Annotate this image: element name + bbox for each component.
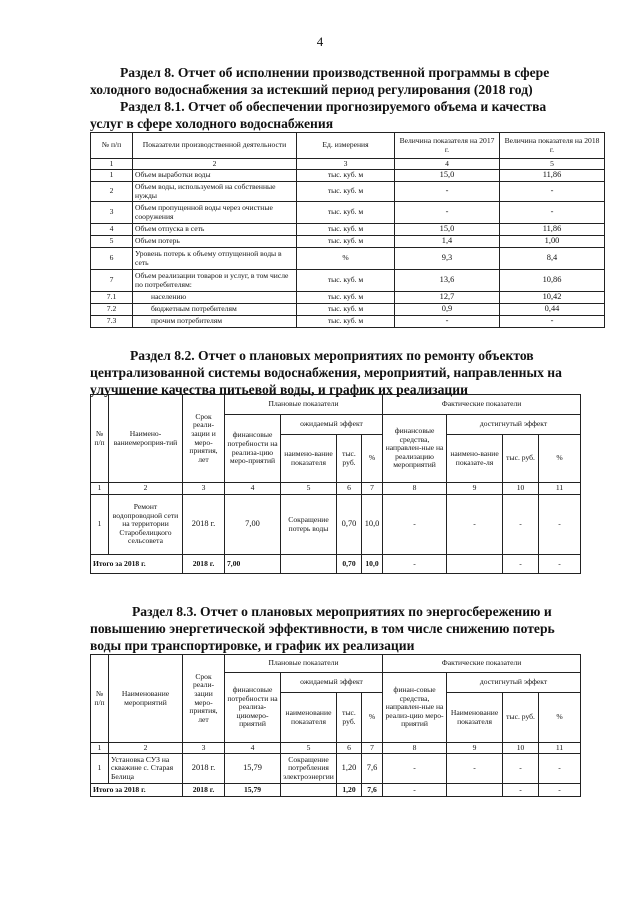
row-num: 1 bbox=[91, 495, 109, 555]
numbering-cell: 1 bbox=[91, 159, 133, 170]
col-header-pct: % bbox=[362, 693, 383, 743]
page-number: 4 bbox=[316, 34, 324, 49]
numbering-cell: 11 bbox=[539, 743, 581, 754]
row-unit: тыс. куб. м bbox=[297, 182, 395, 202]
total-label: Итого за 2018 г. bbox=[91, 555, 183, 574]
col-header-achieved: достигнутый эффект bbox=[447, 415, 581, 435]
row-term: 2018 г. bbox=[183, 495, 225, 555]
table-total-row bbox=[91, 784, 581, 797]
row-value-2017: - bbox=[395, 202, 500, 224]
total-pct: 7,6 bbox=[362, 784, 383, 797]
row-num: 5 bbox=[91, 236, 133, 248]
col-header-plan: Плановые показатели bbox=[225, 655, 383, 673]
row-num: 1 bbox=[91, 754, 109, 784]
row-value-2017: - bbox=[395, 316, 500, 328]
table-row bbox=[91, 754, 581, 784]
row-num: 3 bbox=[91, 202, 133, 224]
row-fact-indicator: - bbox=[447, 754, 503, 784]
col-header-fact-fin: финансовые средства, направлен-ные на реализацию мероприятий bbox=[383, 415, 447, 483]
row-unit: тыс. куб. м bbox=[297, 270, 395, 292]
row-indicator: Объем реализации товаров и услуг, в том числе по потребителям: bbox=[133, 270, 297, 292]
row-fact-rub: - bbox=[503, 495, 539, 555]
row-value-2017: 15,0 bbox=[395, 224, 500, 236]
table-8-3 bbox=[90, 654, 581, 797]
row-value-2017: 0,9 bbox=[395, 304, 500, 316]
numbering-cell: 2 bbox=[109, 743, 183, 754]
row-num: 4 bbox=[91, 224, 133, 236]
table-row bbox=[91, 236, 605, 248]
row-indicator: прочим потребителям bbox=[133, 316, 297, 328]
col-header-term: Срок реали-зации и меро-приятия, лет bbox=[183, 395, 225, 483]
numbering-cell: 4 bbox=[225, 743, 281, 754]
numbering-cell: 3 bbox=[183, 743, 225, 754]
table-numbering-row bbox=[91, 483, 581, 495]
col-header-name: Наименование мероприятий bbox=[109, 655, 183, 743]
row-unit: тыс. куб. м bbox=[297, 304, 395, 316]
total-rub: 1,20 bbox=[337, 784, 362, 797]
numbering-cell: 10 bbox=[503, 483, 539, 495]
row-pct: 7,6 bbox=[362, 754, 383, 784]
table-row bbox=[91, 292, 605, 304]
table-8-2 bbox=[90, 394, 581, 574]
table-row bbox=[91, 202, 605, 224]
row-value-2018: 1,00 bbox=[500, 236, 605, 248]
row-indicator: Уровень потерь к объему отпущенной воды в сеть bbox=[133, 248, 297, 270]
total-rub: 0,70 bbox=[337, 555, 362, 574]
table-row bbox=[91, 224, 605, 236]
row-value-2017: 1,4 bbox=[395, 236, 500, 248]
row-fact-rub: - bbox=[503, 754, 539, 784]
row-num: 7 bbox=[91, 270, 133, 292]
row-pct: 10,0 bbox=[362, 495, 383, 555]
section-8-3-heading-line3: воды при транспортировке, и график их реализации bbox=[90, 638, 415, 653]
col-header-rub-fact: тыс. руб. bbox=[503, 435, 539, 483]
numbering-cell: 6 bbox=[337, 483, 362, 495]
row-num: 1 bbox=[91, 170, 133, 182]
row-indicator: Объем пропущенной воды через очистные сооружения bbox=[133, 202, 297, 224]
row-num: 7.1 bbox=[91, 292, 133, 304]
total-term: 2018 г. bbox=[183, 784, 225, 797]
col-header-unit: Ед. измерения bbox=[297, 133, 395, 159]
col-header-plan: Плановые показатели bbox=[225, 395, 383, 415]
col-header-pct-fact: % bbox=[539, 693, 581, 743]
row-value-2017: - bbox=[395, 182, 500, 202]
row-fact-pct: - bbox=[539, 754, 581, 784]
row-value-2018: 10,42 bbox=[500, 292, 605, 304]
row-value-2017: 15,0 bbox=[395, 170, 500, 182]
row-value-2017: 12,7 bbox=[395, 292, 500, 304]
section-8-3-heading bbox=[90, 603, 610, 654]
table-row bbox=[91, 304, 605, 316]
table-row bbox=[91, 182, 605, 202]
col-header-num: № п/п bbox=[91, 133, 133, 159]
section-8-2-heading-line1: Раздел 8.2. Отчет о плановых мероприятиях по ремонту объектов bbox=[130, 348, 534, 363]
col-header-fin: финансовые потребности на реализа-циюмеро-приятий bbox=[225, 673, 281, 743]
total-fact-fin: - bbox=[383, 555, 447, 574]
numbering-cell: 4 bbox=[395, 159, 500, 170]
row-value-2018: 11,86 bbox=[500, 224, 605, 236]
numbering-cell: 10 bbox=[503, 743, 539, 754]
section-8-2-heading-line3: улучшение качества питьевой воды, и график их реализации bbox=[90, 382, 468, 397]
table-total-row bbox=[91, 555, 581, 574]
table-8-1 bbox=[90, 132, 605, 328]
total-fact-rub: - bbox=[503, 784, 539, 797]
row-fact-indicator: - bbox=[447, 495, 503, 555]
row-fact-fin: - bbox=[383, 754, 447, 784]
numbering-cell: 1 bbox=[91, 743, 109, 754]
section-8-2-heading bbox=[90, 347, 610, 398]
section-8-heading-line2: холодного водоснабжения за истекший период регулирования (2018 год) bbox=[90, 82, 533, 97]
row-unit: % bbox=[297, 248, 395, 270]
row-indicator: Сокращение потерь воды bbox=[281, 495, 337, 555]
col-header-2017: Величина показателя на 2017 г. bbox=[395, 133, 500, 159]
row-indicator: бюджетным потребителям bbox=[133, 304, 297, 316]
table-numbering-row bbox=[91, 743, 581, 754]
numbering-cell: 5 bbox=[500, 159, 605, 170]
total-term: 2018 г. bbox=[183, 555, 225, 574]
row-fin: 7,00 bbox=[225, 495, 281, 555]
col-header-fin: финансовые потребности на реализа-цию меро-приятий bbox=[225, 415, 281, 483]
row-term: 2018 г. bbox=[183, 754, 225, 784]
table-row bbox=[91, 316, 605, 328]
numbering-cell: 8 bbox=[383, 743, 447, 754]
total-pct: 10,0 bbox=[362, 555, 383, 574]
col-header-rub: тыс. руб. bbox=[337, 693, 362, 743]
total-indicator bbox=[281, 784, 337, 797]
row-num: 7.2 bbox=[91, 304, 133, 316]
row-value-2017: 13,6 bbox=[395, 270, 500, 292]
section-8-2-heading-line2: централизованной системы водоснабжения, мероприятий, направленных на bbox=[90, 365, 562, 380]
table-header-row bbox=[91, 133, 605, 159]
numbering-cell: 2 bbox=[109, 483, 183, 495]
row-indicator: Объем воды, используемой на собственные нужды bbox=[133, 182, 297, 202]
row-indicator: Объем потерь bbox=[133, 236, 297, 248]
row-unit: тыс. куб. м bbox=[297, 202, 395, 224]
section-8-heading bbox=[90, 64, 610, 132]
numbering-cell: 5 bbox=[281, 483, 337, 495]
col-header-num: № п/п bbox=[91, 655, 109, 743]
table-row bbox=[91, 495, 581, 555]
col-header-fact: Фактические показатели bbox=[383, 655, 581, 673]
row-indicator: Сокращение потребления электроэнергии bbox=[281, 754, 337, 784]
row-fin: 15,79 bbox=[225, 754, 281, 784]
total-fin: 7,00 bbox=[225, 555, 281, 574]
col-header-pct: % bbox=[362, 435, 383, 483]
col-header-expected: ожидаемый эффект bbox=[281, 673, 383, 693]
numbering-cell: 2 bbox=[133, 159, 297, 170]
numbering-cell: 1 bbox=[91, 483, 109, 495]
col-header-rub: тыс. руб. bbox=[337, 435, 362, 483]
col-header-indicator-fact: наимено-вание показате-ля bbox=[447, 435, 503, 483]
row-indicator: Объем отпуска в сеть bbox=[133, 224, 297, 236]
row-value-2018: - bbox=[500, 202, 605, 224]
row-value-2018: - bbox=[500, 316, 605, 328]
col-header-rub-fact: тыс. руб. bbox=[503, 693, 539, 743]
col-header-fact-fin: финан-совые средства, направлен-ные на реализ-цию меро-приятий bbox=[383, 673, 447, 743]
numbering-cell: 8 bbox=[383, 483, 447, 495]
col-header-indicator: наименование показателя bbox=[281, 693, 337, 743]
numbering-cell: 3 bbox=[183, 483, 225, 495]
col-header-pct-fact: % bbox=[539, 435, 581, 483]
section-8-3-heading-line2: повышению энергетической эффективности, в том числе снижению потерь bbox=[90, 621, 555, 636]
total-fact-pct: - bbox=[539, 555, 581, 574]
row-num: 7.3 bbox=[91, 316, 133, 328]
row-value-2017: 9,3 bbox=[395, 248, 500, 270]
table-row bbox=[91, 248, 605, 270]
col-header-fact: Фактические показатели bbox=[383, 395, 581, 415]
row-rub: 1,20 bbox=[337, 754, 362, 784]
section-8-heading-line1: Раздел 8. Отчет об исполнении производственной программы в сфере bbox=[120, 65, 550, 80]
numbering-cell: 7 bbox=[362, 743, 383, 754]
total-fact-pct: - bbox=[539, 784, 581, 797]
col-header-indicator: Показатели производственной деятельности bbox=[133, 133, 297, 159]
table-numbering-row bbox=[91, 159, 605, 170]
row-value-2018: 11,86 bbox=[500, 170, 605, 182]
col-header-term: Срок реали-зации меро-приятия, лет bbox=[183, 655, 225, 743]
total-fin: 15,79 bbox=[225, 784, 281, 797]
section-8-1-heading-line1: Раздел 8.1. Отчет об обеспечении прогнозируемого объема и качества bbox=[120, 99, 547, 114]
row-value-2018: 0,44 bbox=[500, 304, 605, 316]
row-unit: тыс. куб. м bbox=[297, 224, 395, 236]
col-header-indicator: наимено-вание показателя bbox=[281, 435, 337, 483]
row-value-2018: - bbox=[500, 182, 605, 202]
numbering-cell: 11 bbox=[539, 483, 581, 495]
row-fact-fin: - bbox=[383, 495, 447, 555]
total-fact-indicator bbox=[447, 784, 503, 797]
section-8-1-heading-line2: услуг в сфере холодного водоснабжения bbox=[90, 116, 334, 131]
row-unit: тыс. куб. м bbox=[297, 292, 395, 304]
numbering-cell: 3 bbox=[297, 159, 395, 170]
total-fact-fin: - bbox=[383, 784, 447, 797]
numbering-cell: 4 bbox=[225, 483, 281, 495]
row-fact-pct: - bbox=[539, 495, 581, 555]
row-name: Установка СУЗ на скважине с. Старая Белица bbox=[109, 754, 183, 784]
row-name: Ремонт водопроводной сети на территории Старобелицкого сельсовета bbox=[109, 495, 183, 555]
row-unit: тыс. куб. м bbox=[297, 236, 395, 248]
numbering-cell: 7 bbox=[362, 483, 383, 495]
col-header-2018: Величина показателя на 2018 г. bbox=[500, 133, 605, 159]
row-indicator: Объем выработки воды bbox=[133, 170, 297, 182]
numbering-cell: 5 bbox=[281, 743, 337, 754]
table-row bbox=[91, 270, 605, 292]
row-unit: тыс. куб. м bbox=[297, 316, 395, 328]
section-8-3-heading-line1: Раздел 8.3. Отчет о плановых мероприятиях по энергосбережению и bbox=[132, 604, 552, 619]
col-header-expected: ожидаемый эффект bbox=[281, 415, 383, 435]
total-label: Итого за 2018 г. bbox=[91, 784, 183, 797]
row-unit: тыс. куб. м bbox=[297, 170, 395, 182]
table-row bbox=[91, 170, 605, 182]
row-value-2018: 10,86 bbox=[500, 270, 605, 292]
row-indicator: населению bbox=[133, 292, 297, 304]
numbering-cell: 6 bbox=[337, 743, 362, 754]
col-header-achieved: достигнутый эффект bbox=[447, 673, 581, 693]
total-fact-indicator bbox=[447, 555, 503, 574]
row-num: 6 bbox=[91, 248, 133, 270]
col-header-indicator-fact: Наименование показателя bbox=[447, 693, 503, 743]
numbering-cell: 9 bbox=[447, 743, 503, 754]
row-rub: 0,70 bbox=[337, 495, 362, 555]
total-fact-rub: - bbox=[503, 555, 539, 574]
col-header-num: № п/п bbox=[91, 395, 109, 483]
total-indicator bbox=[281, 555, 337, 574]
row-num: 2 bbox=[91, 182, 133, 202]
numbering-cell: 9 bbox=[447, 483, 503, 495]
table-header-row bbox=[91, 655, 581, 673]
row-value-2018: 8,4 bbox=[500, 248, 605, 270]
table-header-row bbox=[91, 395, 581, 415]
col-header-name: Наимено-ваниемероприя-тий bbox=[109, 395, 183, 483]
